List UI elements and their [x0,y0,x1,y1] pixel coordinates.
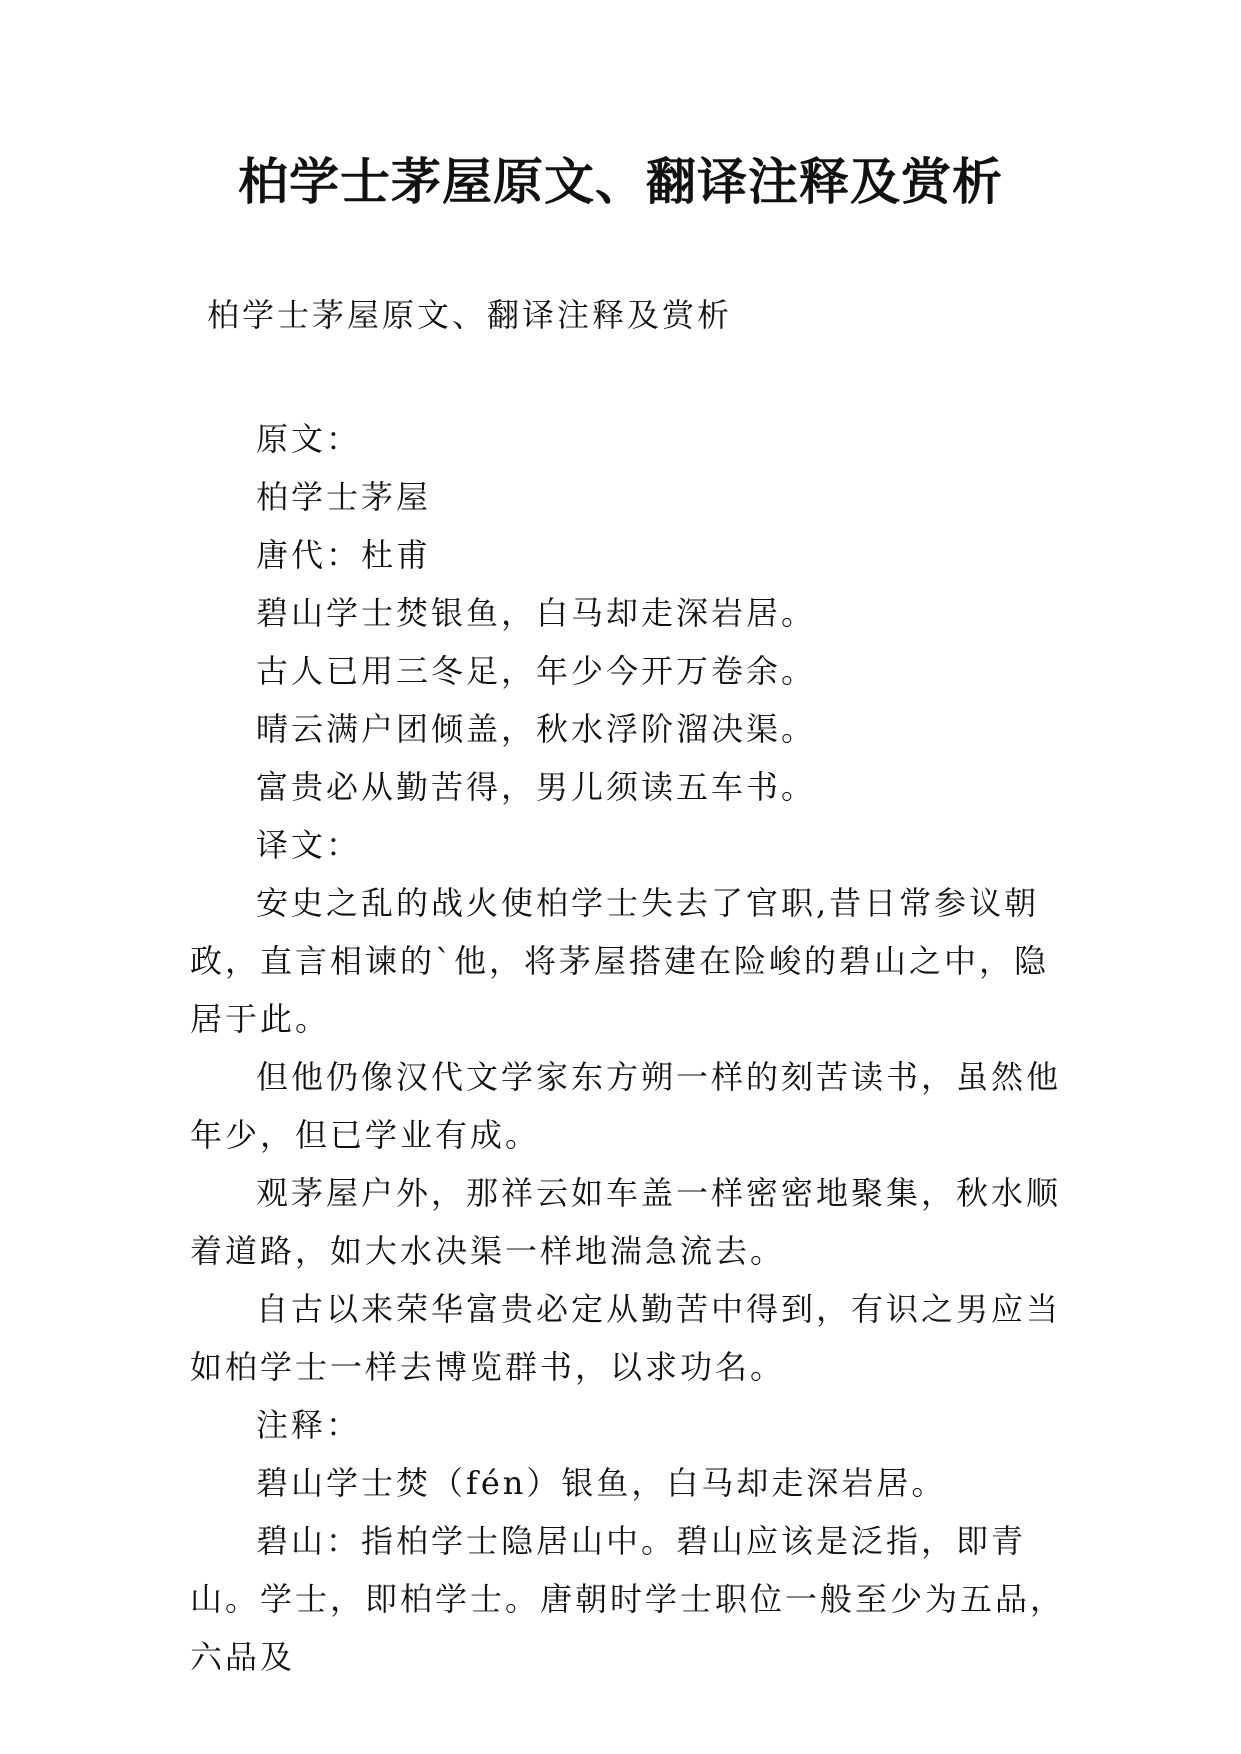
note-paragraph: 碧山学士焚（fén）银鱼，白马却走深岩居。 [256,1464,947,1502]
poem-line: 碧山学士焚银鱼，白马却走深岩居。 [256,594,817,632]
document-subtitle: 柏学士茅屋原文、翻译注释及赏析 [207,296,733,334]
section-heading-notes: 注释： [256,1406,362,1444]
poem-line: 古人已用三冬足，年少今开万卷余。 [256,652,817,690]
translation-paragraph: 自古以来荣华富贵必定从勤苦中得到，有识之男应当如柏学士一样去博览群书，以求功名。 [190,1290,1062,1386]
translation-paragraph: 但他仍像汉代文学家东方朔一样的刻苦读书，虽然他年少，但已学业有成。 [190,1058,1062,1154]
poem-author: 唐代：杜甫 [256,536,432,574]
note-paragraph: 碧山：指柏学士隐居山中。碧山应该是泛指，即青山。学士，即柏学士。唐朝时学士职位一般至少为五品，六品及 [190,1522,1066,1676]
translation-paragraph: 安史之乱的战火使柏学士失去了官职,昔日常参议朝政，直言相谏的`他，将茅屋搭建在险峻的碧山之中，隐居于此。 [190,884,1050,1038]
translation-paragraph: 观茅屋户外，那祥云如车盖一样密密地聚集，秋水顺着道路，如大水决渠一样地湍急流去。 [190,1174,1062,1270]
document-body [190,410,1070,1686]
poem-line: 富贵必从勤苦得，男儿须读五车书。 [256,768,817,806]
poem-line: 晴云满户团倾盖，秋水浮阶溜决渠。 [256,710,817,748]
section-heading-original: 原文： [256,420,362,458]
poem-title: 柏学士茅屋 [256,478,432,516]
section-heading-translation: 译文： [256,826,362,864]
document-title: 柏学士茅屋原文、翻译注释及赏析 [238,153,1003,211]
